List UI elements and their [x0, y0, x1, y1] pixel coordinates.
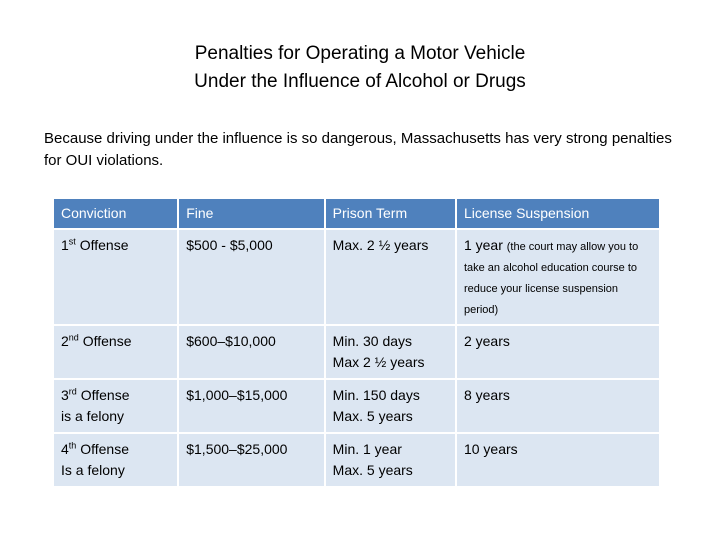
- prison-line: Max. 5 years: [332, 462, 413, 478]
- table-header-row: [54, 199, 659, 228]
- prison-line: Min. 30 days: [332, 333, 413, 349]
- penalties-table: [52, 197, 661, 488]
- license-duration: 10 years: [463, 441, 518, 457]
- header-prison-term: Prison Term: [326, 199, 455, 228]
- header-conviction: Conviction: [54, 199, 177, 228]
- prison-term-cell: [326, 230, 455, 324]
- offense-ordinal: th: [68, 440, 77, 451]
- offense-number: 3: [61, 387, 69, 403]
- license-suspension-cell: [457, 326, 659, 378]
- offense-label: Offense: [76, 387, 130, 403]
- header-fine: Fine: [179, 199, 323, 228]
- prison-line: Max. 2 ½ years: [332, 237, 429, 253]
- offense-number: 4: [61, 441, 69, 457]
- prison-term-cell: [326, 434, 455, 486]
- license-duration: 2 years: [463, 333, 510, 349]
- table-row: [54, 380, 659, 432]
- table-row: [54, 326, 659, 378]
- license-duration: 1 year: [463, 237, 503, 253]
- offense-ordinal: nd: [68, 332, 79, 343]
- title-line-2: Under the Influence of Alcohol or Drugs: [194, 71, 526, 92]
- offense-label: Offense: [76, 441, 129, 457]
- felony-note: Is a felony: [61, 462, 125, 478]
- prison-line: Max 2 ½ years: [332, 354, 425, 370]
- offense-label: Offense: [78, 333, 132, 349]
- offense-ordinal: st: [68, 236, 76, 247]
- offense-ordinal: rd: [68, 386, 77, 397]
- license-suspension-cell: [457, 230, 659, 324]
- prison-line: Max. 5 years: [332, 408, 413, 424]
- fine-cell: $500 - $5,000: [179, 230, 323, 324]
- license-duration: 8 years: [463, 387, 510, 403]
- conviction-cell: [54, 434, 177, 486]
- prison-term-cell: [326, 326, 455, 378]
- conviction-cell: [54, 230, 177, 324]
- prison-line: Min. 1 year: [332, 441, 402, 457]
- title-line-1: Penalties for Operating a Motor Vehicle: [194, 43, 526, 64]
- license-note: (the court may allow you to take an alcohol education course to reduce your license suspension period): [463, 241, 639, 316]
- table-row: [54, 230, 659, 324]
- license-suspension-cell: [457, 380, 659, 432]
- header-license-suspension: License Suspension: [457, 199, 659, 228]
- conviction-cell: [54, 380, 177, 432]
- prison-term-cell: [326, 380, 455, 432]
- fine-cell: $1,500–$25,000: [179, 434, 323, 486]
- offense-label: Offense: [75, 237, 129, 253]
- felony-note: is a felony: [61, 408, 125, 424]
- fine-cell: $1,000–$15,000: [179, 380, 323, 432]
- license-suspension-cell: [457, 434, 659, 486]
- prison-line: Min. 150 days: [332, 387, 420, 403]
- offense-number: 2: [61, 333, 69, 349]
- table-row: [54, 434, 659, 486]
- intro-paragraph: Because driving under the influence is so dangerous, Massachusetts has very strong penalties for OUI violations.: [44, 130, 672, 169]
- conviction-cell: [54, 326, 177, 378]
- slide-title: [0, 40, 720, 96]
- offense-number: 1: [61, 237, 69, 253]
- fine-cell: $600–$10,000: [179, 326, 323, 378]
